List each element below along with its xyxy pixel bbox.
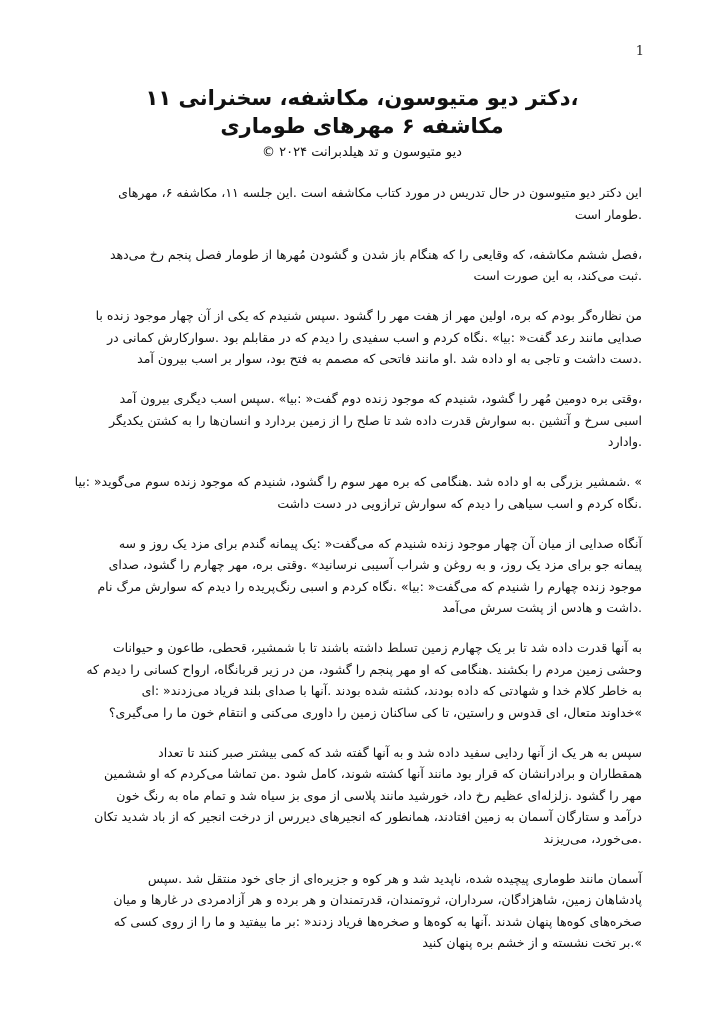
paragraph bbox=[76, 388, 642, 453]
text-line: .دست داشت و تاجی به او داده شد .او مانند فاتحی که مصمم به فتح بود، سوار بر اسب بیرون آمد bbox=[137, 351, 642, 366]
page-number: 1 bbox=[635, 44, 644, 59]
paragraph bbox=[76, 244, 642, 287]
text-line: »خداوند متعال، ای قدوس و راستین، تا کی ساکنان زمین را داوری می‌کنی و انتقام خون ما را می‌گیری؟ bbox=[108, 704, 642, 720]
text-line: موجود زنده چهارم را شنیدم که می‌گفت« :بیا» .نگاه کردم و اسبی رنگ‌پریده را دیدم که سوارش مرگ نام bbox=[97, 578, 642, 594]
text-line: ،فصل ششم مکاشفه، که وقایعی را که هنگام باز شدن و گشودن مُهرها از طومار فصل پنجم رخ می‌دهد bbox=[109, 246, 642, 262]
text-line: به خاطر کلام خدا و شهادتی که داده بودند، کشته شده بودند .آنها با صدای بلند فریاد می‌زدند« :ای bbox=[141, 683, 642, 698]
text-line: .طومار است bbox=[574, 206, 642, 222]
text-line: » .شمشیر بزرگی به او داده شد .هنگامی که بره مهر سوم را گشود، شنیدم که موجود زنده سوم می‌گوید« :بیا bbox=[74, 474, 642, 489]
paragraph bbox=[76, 742, 642, 850]
text-line: من نظاره‌گر بودم که بره، اولین مهر از هفت مهر را گشود .سپس شنیدم که یکی از آن چهار موجود زنده با bbox=[95, 308, 642, 323]
paragraph bbox=[76, 182, 642, 225]
paragraph bbox=[76, 868, 642, 954]
text-line: مهر را گشود .زلزله‌ای عظیم رخ داد، خورشید مانند پلاسی از موی بز سیاه شد و تمام ماه به رنگ خون bbox=[116, 787, 642, 803]
title-line-2: مکاشفه ۶ مهرهای طوماری bbox=[220, 114, 504, 138]
text-line: آسمان مانند طوماری پیچیده شده، ناپدید شد و هر کوه و جزیره‌ای از جای خود منتقل شد .سپس bbox=[147, 870, 642, 886]
text-line: آنگاه صدایی از میان آن چهار موجود زنده شنیدم که می‌گفت« :یک پیمانه گندم برای مزد یک روز و سه bbox=[118, 535, 642, 551]
document-header bbox=[60, 84, 664, 164]
byline: دیو متیوسون و تد هیلدبرانت ۲۰۲۴ © bbox=[262, 145, 462, 160]
text-line: این دکتر دیو متیوسون در حال تدریس در مورد کتاب مکاشفه است .این جلسه ۱۱، مکاشفه ۶، مهرهای bbox=[118, 185, 642, 200]
document-body bbox=[76, 182, 642, 972]
text-line: همقطاران و برادرانشان که قرار بود مانند آنها کشته شوند، کامل شود .من تماشا می‌کردم که او ششمین bbox=[104, 766, 642, 781]
text-line: .نگاه کردم و اسب سیاهی را دیدم که سوارش ترازویی در دست داشت bbox=[277, 495, 642, 511]
text-line: به آنها قدرت داده شد تا بر یک چهارم زمین تسلط داشته باشند تا با شمشیر، قحطی، طاعون و حیوانات bbox=[112, 640, 642, 655]
text-line: اسبی سرخ و آتشین .به سوارش قدرت داده شد تا صلح را از زمین بردارد و انسان‌ها را به کشتن یکدیگر bbox=[109, 412, 642, 428]
text-line: .وادارد bbox=[607, 434, 642, 449]
text-line: صدایی مانند رعد گفت« :بیا» .نگاه کردم و اسب سفیدی را دیدم که در مقابلم بود .سوارکارش کمانی در bbox=[107, 329, 642, 345]
text-line: .داشت و هادس از پشت سرش می‌آمد bbox=[442, 600, 642, 615]
paragraph bbox=[76, 533, 642, 619]
paragraph bbox=[76, 305, 642, 370]
text-line: پادشاهان زمین، شاهزادگان، سرداران، ثروتمندان، قدرتمندان و هر برده و هر آزادمردی در غارها و میان bbox=[113, 892, 642, 907]
text-line: ».بر تخت نشسته و از خشم بره پنهان کنید bbox=[422, 935, 642, 950]
text-line: .می‌خورد، می‌ریزند bbox=[543, 830, 642, 846]
text-line: .ثبت می‌کند، به این صورت است bbox=[473, 268, 642, 283]
paragraph bbox=[76, 471, 642, 514]
paragraph bbox=[76, 637, 642, 723]
text-line: درآمد و ستارگان آسمان به زمین افتادند، همانطور که انجیرهای دیررس از درخت انجیر که از باد شدید تکان bbox=[94, 809, 642, 824]
title-line-1: ،دکتر دیو متیوسون، مکاشفه، سخنرانی ۱۱ bbox=[145, 86, 579, 110]
text-line: صخره‌های کوه‌ها پنهان شدند .آنها به کوه‌ها و صخره‌ها فریاد زدند« :بر ما بیفتید و ما را از روی کسی که bbox=[113, 913, 642, 929]
text-line: پیمانه جو برای مزد یک روز، و به روغن و شراب آسیبی نرسانید» .وقتی بره، مهر چهارم را گشود، صدای bbox=[108, 557, 642, 572]
text-line: وحشی زمین مردم را بکشند .هنگامی که او مهر پنجم را گشود، من در زیر قربانگاه، ارواح کسانی را دیدم که bbox=[86, 661, 642, 677]
text-line: سپس به هر یک از آنها ردایی سفید داده شد و به آنها گفته شد که کمی بیشتر صبر کنند تا تعداد bbox=[158, 744, 642, 760]
text-line: ،وقتی بره دومین مُهر را گشود، شنیدم که موجود زنده دوم گفت« :بیا» .سپس اسب دیگری بیرون آمد bbox=[119, 391, 642, 406]
